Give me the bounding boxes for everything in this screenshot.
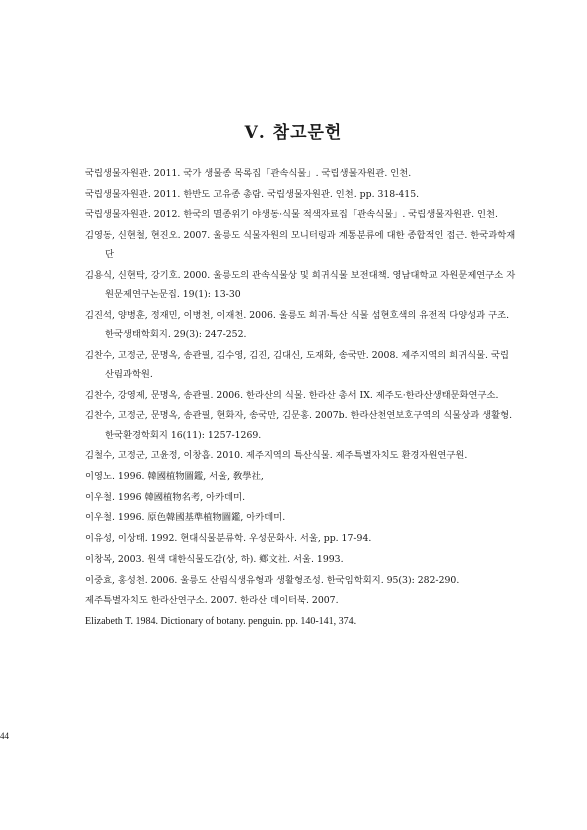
reference-item: 김철수, 고정군, 고윤정, 이창흡. 2010. 제주지역의 특산식물. 제주특별자치도 환경자원연구원. xyxy=(85,450,468,462)
reference-item: 이창복, 2003. 원색 대한식물도감(상, 하). 鄕文社. 서울. 1993. xyxy=(85,553,344,565)
reference-item: 이유성, 이상태. 1992. 현대식물분류학. 우성문화사. 서울, pp. 17-94. xyxy=(85,533,372,545)
reference-item: Elizabeth T. 1984. Dictionary of botany. penguin. pp. 140-141, 374. xyxy=(85,615,357,627)
reference-item: 국립생물자원관. 2011. 국가 생물종 목록집「관속식물」. 국립생물자원관. 인천. xyxy=(85,168,412,179)
reference-item: 국립생물자원관. 2012. 한국의 멸종위기 야생동·식물 적색자료집「관속식물」. 국립생물자원관. 인천. xyxy=(85,209,498,221)
reference-item: 김찬수, 고정군, 문명옥, 송관필, 현화자, 송국만, 김문홍. 2007b. 한라산천연보호구역의 식물상과 생활형. 한국환경학회지 16(11): 1257-1269. xyxy=(85,410,513,441)
reference-item: 이영노. 1996. 韓國植物圖鑑, 서울, 敎學社, xyxy=(85,471,264,483)
reference-item: 이우철. 1996. 原色韓國基準植物圖鑑, 아카데미. xyxy=(85,512,286,524)
reference-item: 김용식, 신현탁, 강기호. 2000. 울릉도의 관속식물상 및 희귀식물 보전대책. 영남대학교 자원문제연구소 자원문제연구논문집. 19(1): 13-30 xyxy=(85,270,516,301)
reference-item: 김찬수, 강영제, 문명옥, 송관필. 2006. 한라산의 식물. 한라산 총서 IX. 제주도·한라산생태문화연구소. xyxy=(85,389,499,401)
reference-item: 김찬수, 고정군, 문명옥, 송관필, 김수영, 김진, 김대신, 도재화, 송국만. 2008. 제주지역의 희귀식물. 국립산림과학원. xyxy=(85,349,509,381)
page-number: 44 xyxy=(0,731,9,741)
reference-item: 김진석, 양병훈, 정재민, 이병천, 이재천. 2006. 울릉도 희귀·특산 식물 섬현호색의 유전적 다양성과 구조. 한국생태학회지. 29(3): 247-252. xyxy=(85,309,510,341)
reference-item: 이중효, 홍성천. 2006. 울릉도 산림식생유형과 생활형조성. 한국임학회지. 95(3): 282-290. xyxy=(85,574,460,586)
page-title: Ⅴ. 참고문헌 xyxy=(244,123,343,143)
reference-list xyxy=(85,164,517,633)
reference-item: 이우철. 1996 韓國植物名考, 아카데미. xyxy=(85,491,246,503)
reference-item: 국립생물자원관. 2011. 한반도 고유종 총람. 국립생물자원관. 인천. pp. 318-415. xyxy=(85,188,420,200)
reference-item: 제주특별자치도 한라산연구소. 2007. 한라산 데이터북. 2007. xyxy=(85,595,339,607)
reference-item: 김영동, 신현철, 현진오. 2007. 울릉도 식물자원의 모니터링과 계통분류에 대한 종합적인 접근. 한국과학재단 xyxy=(85,230,516,261)
